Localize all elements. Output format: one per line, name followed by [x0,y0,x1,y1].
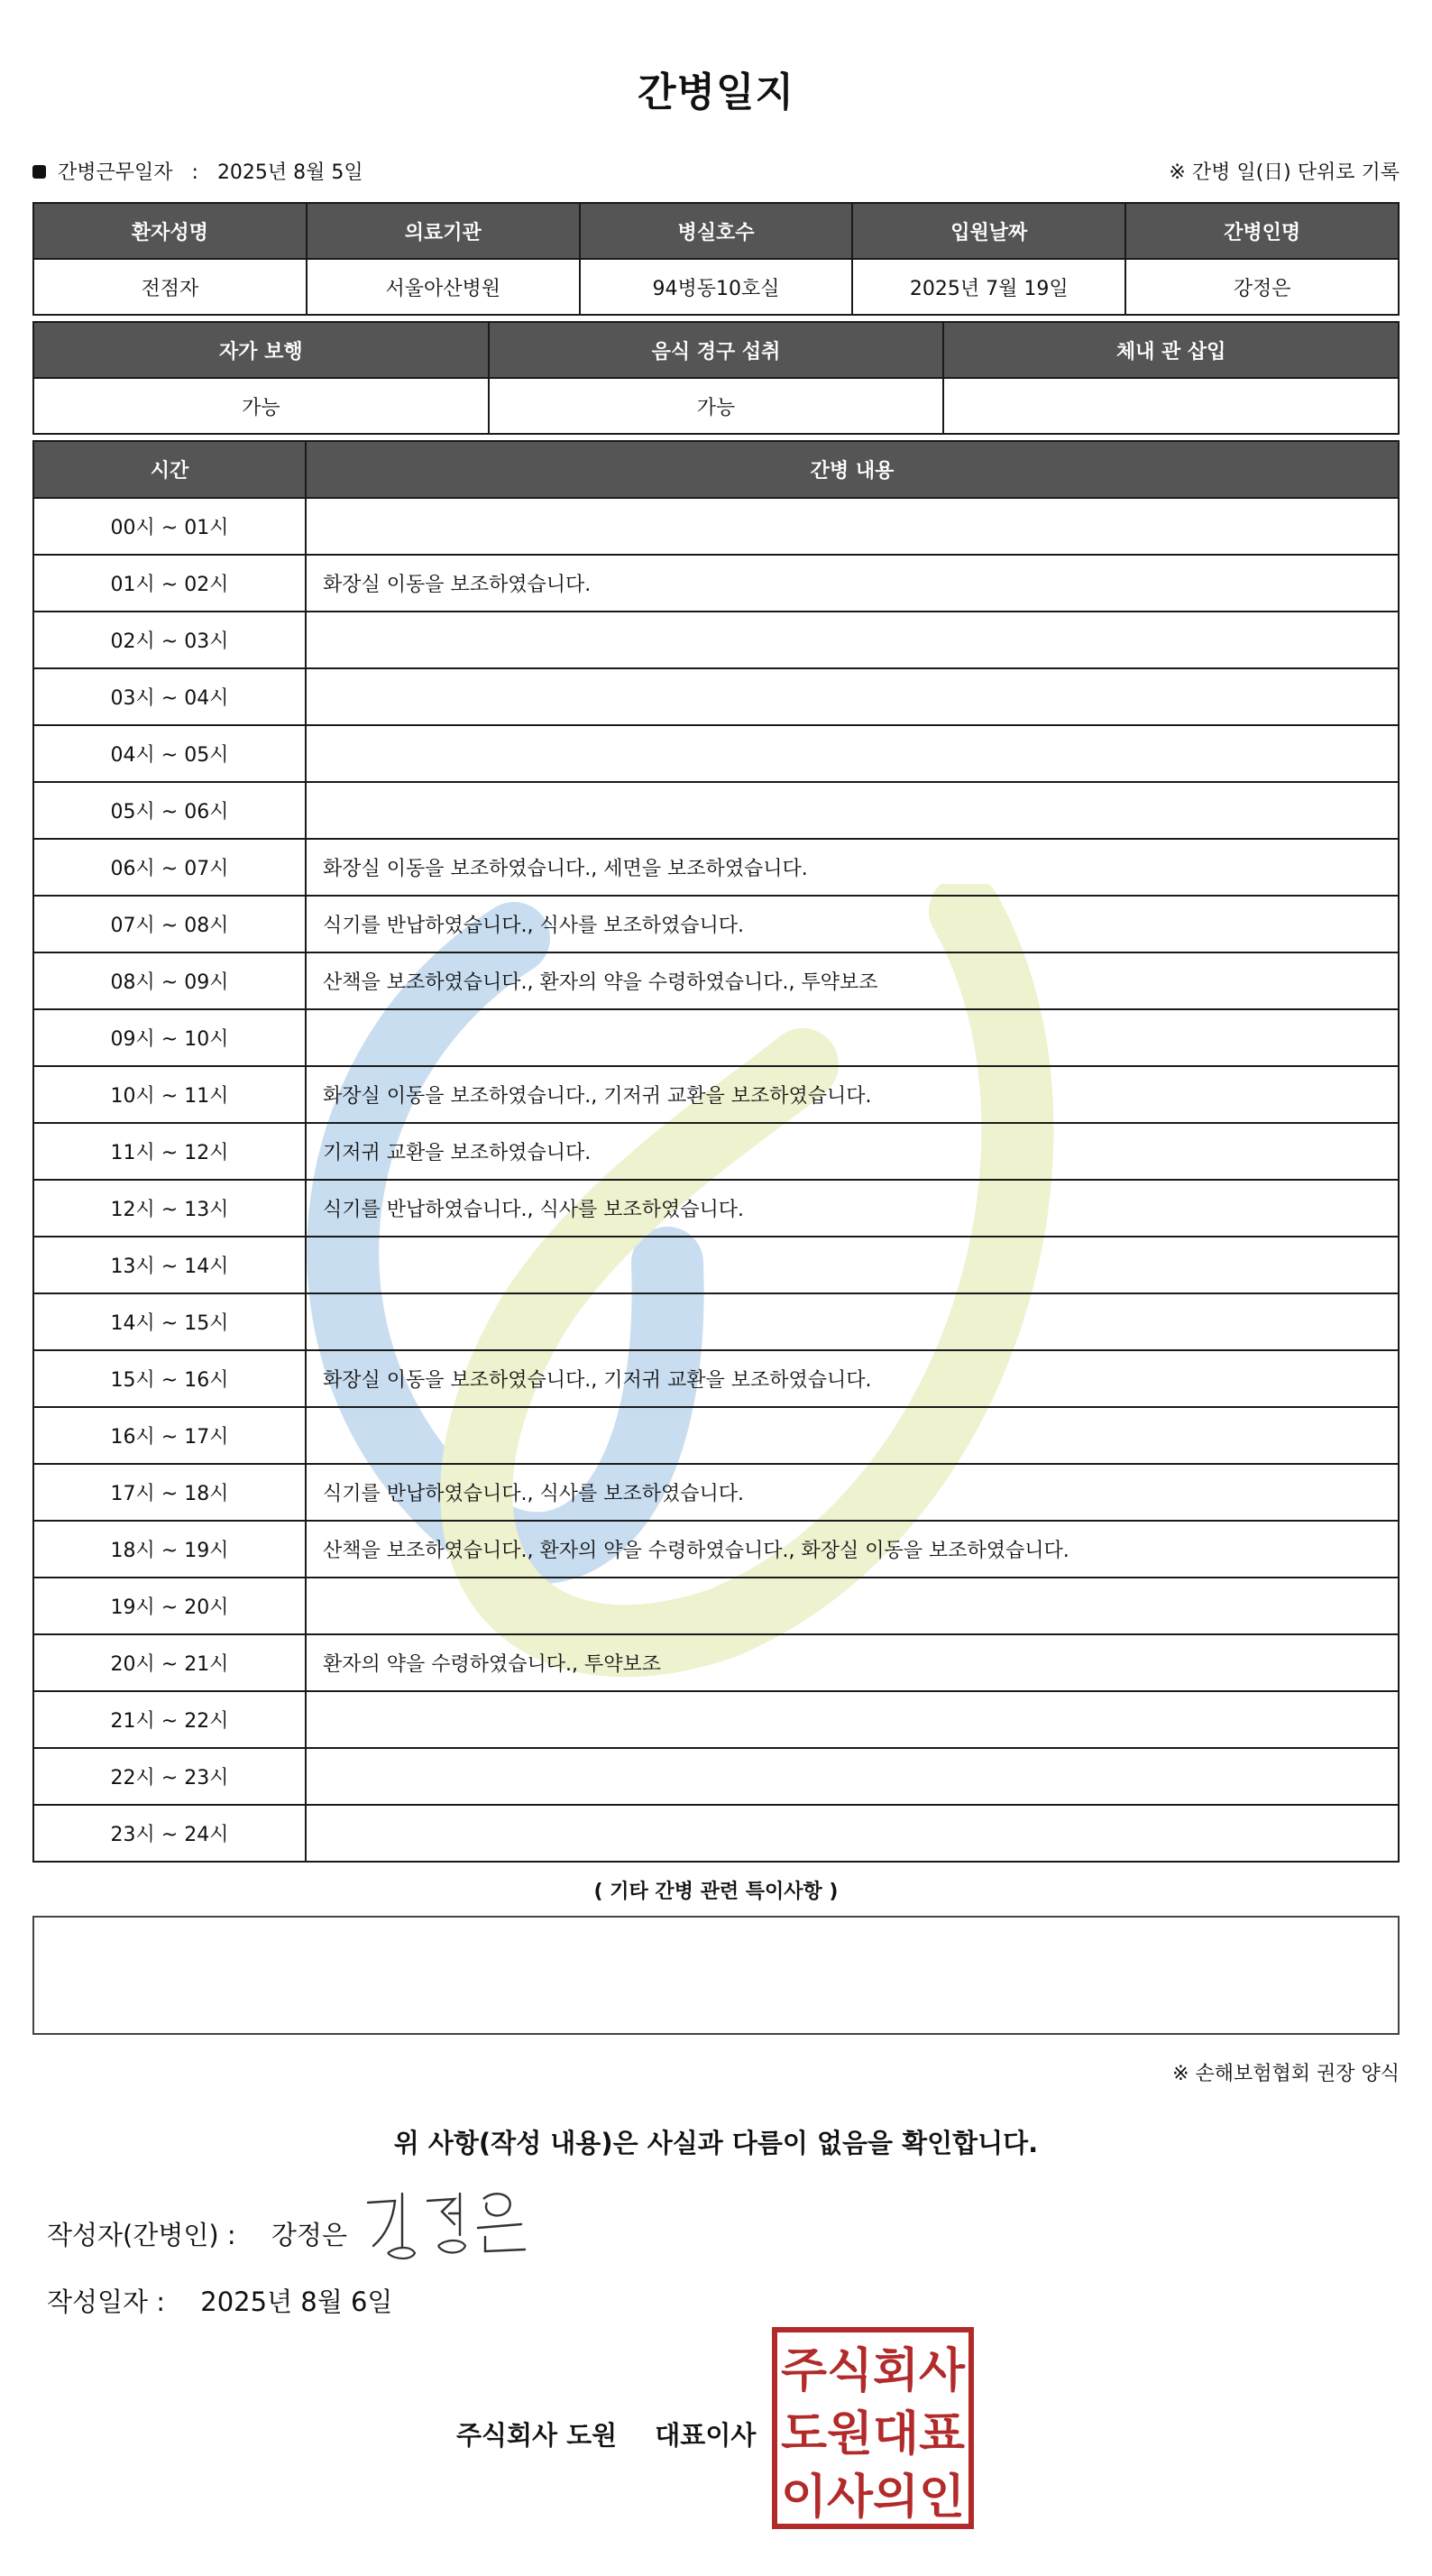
log-row [33,725,1399,782]
writer-line [47,2215,347,2252]
log-time: 10시 ~ 11시 [33,1066,306,1123]
company-seal-stamp [772,2327,974,2529]
log-content [306,1237,1399,1293]
log-row [33,1293,1399,1350]
log-row [33,839,1399,896]
log-body [33,498,1399,1862]
log-time: 17시 ~ 18시 [33,1464,306,1521]
seal-line-2: 도원대표 [781,2407,965,2461]
self-walking-value: 가능 [33,378,489,434]
log-content [306,1748,1399,1805]
writer-name: 강정은 [271,2220,347,2250]
patient-header-row [33,203,1399,259]
company-name: 주식회사 도원 [456,2420,618,2451]
special-notes-title: ( 기타 간병 관련 특이사항 ) [593,1881,839,1903]
log-row [33,1123,1399,1180]
written-date-line [47,2282,392,2319]
caregiver-name: 강정은 [1125,259,1399,315]
log-time: 07시 ~ 08시 [33,896,306,952]
log-row [33,1521,1399,1578]
caregiver-header: 간병인명 [1125,203,1399,259]
record-note: ※ 간병 일(日) 단위로 기록 [1169,161,1400,184]
log-time: 03시 ~ 04시 [33,668,306,725]
log-header-row [33,441,1399,498]
writer-label: 작성자(간병인) : [47,2220,236,2250]
room-header: 병실호수 [580,203,853,259]
tube-insertion-header: 체내 관 삽입 [943,322,1399,378]
work-date-separator: : [191,161,198,184]
hospital-name: 서울아산병원 [307,259,580,315]
log-time: 22시 ~ 23시 [33,1748,306,1805]
log-time: 09시 ~ 10시 [33,1009,306,1066]
log-content [306,1578,1399,1634]
work-date-label: 간병근무일자 [58,161,173,184]
log-row [33,896,1399,952]
admission-date-header: 입원날짜 [852,203,1125,259]
hospital-header: 의료기관 [307,203,580,259]
log-content: 식기를 반납하였습니다., 식사를 보조하였습니다. [306,896,1399,952]
log-content: 산책을 보조하였습니다., 환자의 약을 수령하였습니다., 투약보조 [306,952,1399,1009]
log-row [33,1805,1399,1862]
tube-insertion-value [943,378,1399,434]
log-time: 08시 ~ 09시 [33,952,306,1009]
seal-line-3: 이사의인 [781,2470,965,2525]
room-number: 94병동10호실 [580,259,853,315]
oral-intake-header: 음식 경구 섭취 [489,322,944,378]
log-row [33,1407,1399,1464]
seal-line-1: 주식회사 [781,2344,966,2398]
care-log-table [32,440,1400,1863]
log-time: 12시 ~ 13시 [33,1180,306,1237]
log-content: 식기를 반납하였습니다., 식사를 보조하였습니다. [306,1180,1399,1237]
special-notes-box [32,1916,1400,2035]
work-date-bar [32,157,1400,189]
log-content [306,782,1399,839]
patient-name-header: 환자성명 [33,203,307,259]
log-time: 05시 ~ 06시 [33,782,306,839]
log-time: 19시 ~ 20시 [33,1578,306,1634]
log-time: 15시 ~ 16시 [33,1350,306,1407]
log-row [33,498,1399,555]
care-content-header: 간병 내용 [306,441,1399,498]
self-walking-header: 자가 보행 [33,322,489,378]
log-content [306,1407,1399,1464]
company-line [456,2415,756,2452]
log-content: 화장실 이동을 보조하였습니다., 기저귀 교환을 보조하였습니다. [306,1350,1399,1407]
log-content: 기저귀 교환을 보조하였습니다. [306,1123,1399,1180]
log-content: 식기를 반납하였습니다., 식사를 보조하였습니다. [306,1464,1399,1521]
patient-name: 전점자 [33,259,307,315]
log-row [33,1464,1399,1521]
patient-value-row [33,259,1399,315]
log-content: 환자의 약을 수령하였습니다., 투약보조 [306,1634,1399,1691]
written-date-label: 작성일자 : [47,2286,166,2317]
log-row [33,668,1399,725]
oral-intake-value: 가능 [489,378,944,434]
written-date-value: 2025년 8월 6일 [200,2286,393,2317]
log-content: 산책을 보조하였습니다., 환자의 약을 수령하였습니다., 화장실 이동을 보조하였습니다. [306,1521,1399,1578]
log-content [306,1691,1399,1748]
log-time: 11시 ~ 12시 [33,1123,306,1180]
confirmation-statement: 위 사항(작성 내용)은 사실과 다름이 없음을 확인합니다. [393,2128,1039,2158]
status-header-row [33,322,1399,378]
log-row [33,612,1399,668]
log-time: 06시 ~ 07시 [33,839,306,896]
company-rep-title: 대표이사 [655,2420,757,2451]
work-date [32,157,363,185]
log-time: 01시 ~ 02시 [33,555,306,612]
log-content [306,498,1399,555]
log-content: 화장실 이동을 보조하였습니다., 세면을 보조하였습니다. [306,839,1399,896]
log-time: 14시 ~ 15시 [33,1293,306,1350]
log-row [33,1748,1399,1805]
log-time: 20시 ~ 21시 [33,1634,306,1691]
work-date-value: 2025년 8월 5일 [216,161,363,184]
log-time: 02시 ~ 03시 [33,612,306,668]
status-value-row [33,378,1399,434]
log-row [33,1237,1399,1293]
log-row [33,1009,1399,1066]
log-row [33,952,1399,1009]
log-content [306,1009,1399,1066]
log-row [33,555,1399,612]
patient-status-table [32,321,1400,435]
log-row [33,1634,1399,1691]
log-row [33,782,1399,839]
log-row [33,1350,1399,1407]
log-time: 21시 ~ 22시 [33,1691,306,1748]
log-row [33,1691,1399,1748]
log-row [33,1180,1399,1237]
log-content [306,725,1399,782]
log-time: 18시 ~ 19시 [33,1521,306,1578]
log-content: 화장실 이동을 보조하였습니다. [306,555,1399,612]
admission-date: 2025년 7월 19일 [852,259,1125,315]
patient-info-table [32,202,1400,316]
log-time: 16시 ~ 17시 [33,1407,306,1464]
log-content [306,1293,1399,1350]
log-time: 04시 ~ 05시 [33,725,306,782]
square-bullet-icon [32,165,46,179]
page-title: 간병일지 [637,69,794,115]
log-time: 00시 ~ 01시 [33,498,306,555]
log-content [306,612,1399,668]
log-row [33,1578,1399,1634]
log-content: 화장실 이동을 보조하였습니다., 기저귀 교환을 보조하였습니다. [306,1066,1399,1123]
form-note: ※ 손해보험협회 권장 양식 [1172,2063,1400,2085]
handwritten-signature [361,2183,532,2264]
time-header: 시간 [33,441,306,498]
log-time: 13시 ~ 14시 [33,1237,306,1293]
log-content [306,668,1399,725]
log-row [33,1066,1399,1123]
log-time: 23시 ~ 24시 [33,1805,306,1862]
log-content [306,1805,1399,1862]
